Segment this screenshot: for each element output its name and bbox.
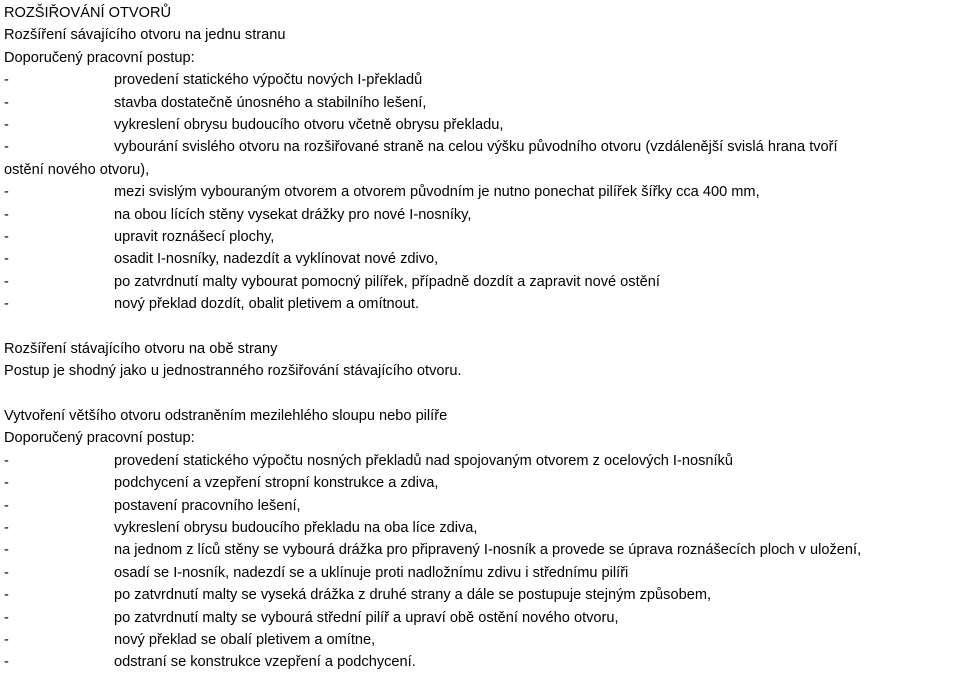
bullet-dash: - bbox=[4, 631, 9, 648]
list-item bbox=[4, 472, 958, 494]
bullet-dash: - bbox=[4, 654, 9, 671]
list-item bbox=[4, 69, 958, 91]
list-item-text: upravit roznášecí plochy, bbox=[114, 228, 275, 245]
list-item-text: stavba dostatečně únosného a stabilního lešení, bbox=[114, 94, 427, 111]
section3-title: Vytvoření většího otvoru odstraněním mezilehlého sloupu nebo pilíře bbox=[4, 408, 448, 425]
bullet-dash: - bbox=[4, 609, 9, 626]
list-item-text: podchycení a vzepření stropní konstrukce a zdiva, bbox=[114, 475, 439, 492]
bullet-dash: - bbox=[4, 206, 9, 223]
list-item bbox=[4, 204, 958, 226]
spacer bbox=[4, 315, 958, 337]
section1-subtitle: Rozšíření sávajícího otvoru na jednu stranu bbox=[4, 27, 286, 44]
list-item bbox=[4, 629, 958, 651]
list-item-text: provedení statického výpočtu nových I-překladů bbox=[114, 72, 423, 89]
section2-title: Rozšíření stávajícího otvoru na obě strany bbox=[4, 340, 278, 357]
bullet-dash: - bbox=[4, 452, 9, 469]
bullet-dash: - bbox=[4, 475, 9, 492]
bullet-dash: - bbox=[4, 296, 9, 313]
spacer bbox=[4, 383, 958, 405]
list-item bbox=[4, 450, 958, 472]
section1-procedure-label: Doporučený pracovní postup: bbox=[4, 49, 195, 66]
list-item bbox=[4, 248, 958, 270]
bullet-dash: - bbox=[4, 72, 9, 89]
list-item bbox=[4, 114, 958, 136]
section2-text: Postup je shodný jako u jednostranného rozšiřování stávajícího otvoru. bbox=[4, 363, 462, 380]
list-item-text: osadí se I-nosník, nadezdí se a uklínuje proti nadložnímu zdivu i střednímu pilíři bbox=[114, 564, 629, 581]
list-item-text: po zatvrdnutí malty se vyseká drážka z druhé strany a dále se postupuje stejným způsobem, bbox=[114, 587, 712, 604]
list-item-text: vykreslení obrysu budoucího otvoru včetně obrysu překladu, bbox=[114, 116, 504, 133]
list-item-text: na obou lících stěny vysekat drážky pro nové I-nosníky, bbox=[114, 206, 472, 223]
bullet-dash: - bbox=[4, 564, 9, 581]
list-item bbox=[4, 181, 958, 203]
bullet-dash: - bbox=[4, 139, 9, 156]
list-item bbox=[4, 271, 958, 293]
list-item bbox=[4, 517, 958, 539]
bullet-dash: - bbox=[4, 251, 9, 268]
list-item-text: nový překlad dozdít, obalit pletivem a omítnout. bbox=[114, 296, 420, 313]
bullet-dash: - bbox=[4, 542, 9, 559]
bullet-dash: - bbox=[4, 184, 9, 201]
list-item bbox=[4, 495, 958, 517]
list-item bbox=[4, 584, 958, 606]
bullet-dash: - bbox=[4, 519, 9, 536]
list-item bbox=[4, 293, 958, 315]
bullet-dash: - bbox=[4, 94, 9, 111]
list-item bbox=[4, 226, 958, 248]
list-item-text: provedení statického výpočtu nosných překladů nad spojovaným otvorem z ocelových I-nosníků bbox=[114, 452, 733, 469]
list-item-text: vybourání svislého otvoru na rozšiřované straně na celou výšku původního otvoru (vzdálenější svislá hrana tvoří bbox=[114, 139, 838, 156]
bullet-dash: - bbox=[4, 228, 9, 245]
list-item-text: na jednom z líců stěny se vybourá drážka pro připravený I-nosník a provede se úprava roznášecích ploch v uložení, bbox=[114, 542, 862, 559]
list-item bbox=[4, 539, 958, 561]
list-item-text: po zatvrdnutí malty se vybourá střední pilíř a upraví obě ostění nového otvoru, bbox=[114, 609, 619, 626]
section1-title: ROZŠIŘOVÁNÍ OTVORŮ bbox=[4, 5, 172, 21]
list-item bbox=[4, 562, 958, 584]
list-item bbox=[4, 607, 958, 629]
list-item-text: po zatvrdnutí malty vybourat pomocný pilířek, případně dozdít a zapravit nové ostění bbox=[114, 273, 660, 290]
list-item bbox=[4, 136, 958, 158]
list-item-text: vykreslení obrysu budoucího překladu na oba líce zdiva, bbox=[114, 519, 478, 536]
list-item-continuation: ostění nového otvoru), bbox=[4, 161, 150, 178]
bullet-dash: - bbox=[4, 273, 9, 290]
list-item-text: osadit I-nosníky, nadezdít a vyklínovat nové zdivo, bbox=[114, 251, 439, 268]
document bbox=[4, 2, 958, 674]
bullet-dash: - bbox=[4, 116, 9, 133]
section3-procedure-label: Doporučený pracovní postup: bbox=[4, 430, 195, 447]
list-item bbox=[4, 651, 958, 673]
list-item-text: mezi svislým vybouraným otvorem a otvorem původním je nutno ponechat pilířek šířky cca 400 mm, bbox=[114, 184, 760, 201]
bullet-dash: - bbox=[4, 587, 9, 604]
bullet-dash: - bbox=[4, 497, 9, 514]
list-item-text: nový překlad se obalí pletivem a omítne, bbox=[114, 631, 376, 648]
list-item-text: postavení pracovního lešení, bbox=[114, 497, 301, 514]
list-item-text: odstraní se konstrukce vzepření a podchycení. bbox=[114, 654, 416, 671]
list-item bbox=[4, 92, 958, 114]
